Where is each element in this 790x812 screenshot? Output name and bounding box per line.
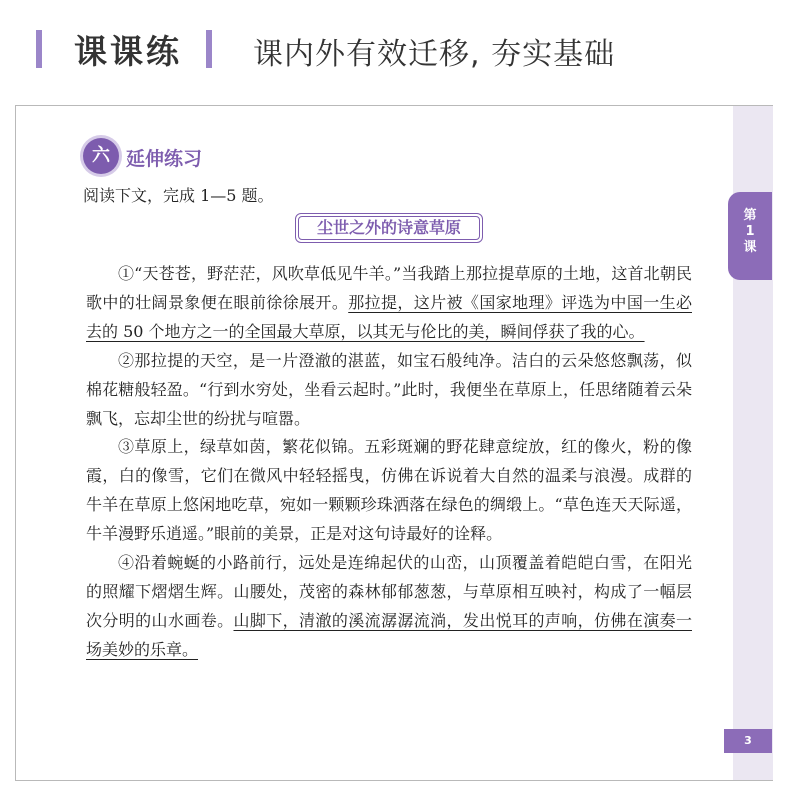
passage-title: 尘世之外的诗意草原 (298, 216, 480, 240)
page-header (0, 0, 790, 96)
paragraph-4 (86, 549, 692, 665)
lesson-tab-line3: 课 (743, 240, 757, 255)
paragraph-3: ③草原上，绿草如茵，繁花似锦。五彩斑斓的野花肆意绽放，红的像火，粉的像霞，白的像雪，它们在微风中轻轻摇曳，仿佛在诉说着大自然的温柔与浪漫。成群的牛羊在草原上悠闲地吃草，宛如一颗颗珍珠洒落在绿色的绸缎上。“草色连天天际遥，牛羊漫野乐逍遥。”眼前的美景，正是对这句诗最好的诠释。 (86, 437, 692, 544)
header-accent-bar-left (36, 30, 42, 68)
paragraph-1-underlined: 那拉提，这片被《国家地理》评选为中国一生必去的 50 个地方之一的全国最大草原，以其无与伦比的美，瞬间俘获了我的心。 (86, 292, 692, 341)
paragraph-2: ②那拉提的天空，是一片澄澈的湛蓝，如宝石般纯净。洁白的云朵悠悠飘荡，似棉花糖般轻盈。“行到水穷处，坐看云起时。”此时，我便坐在草原上，任思绪随着云朵飘飞，忘却尘世的纷扰与喧嚣。 (86, 350, 692, 428)
lesson-tab-line1: 第 (743, 208, 757, 223)
worksheet-page (15, 105, 773, 781)
passage-body (86, 260, 692, 665)
header-accent-bar-right (206, 30, 212, 68)
paragraph-1 (86, 260, 692, 347)
header-title: 课课练 (74, 32, 182, 71)
header-subtitle: 课内外有效迁移, 夯实基础 (253, 37, 616, 72)
section-number-icon: 六 (83, 138, 119, 174)
passage-title-box (295, 213, 483, 243)
section-label: 延伸练习 (126, 148, 203, 170)
paragraph-4-text: ④沿着蜿蜒的小路前行，远处是连绵起伏的山峦，山顶覆盖着皑皑白雪，在阳光的照耀下熠熠生辉。山腰处，茂密的森林郁郁葱葱，与草原相互映衬，构成了一幅层次分明的山水画卷。 (86, 553, 692, 630)
paragraph-1-text: ①“天苍苍，野茫茫，风吹草低见牛羊。”当我踏上那拉提草原的土地，这首北朝民歌中的壮阔景象便在眼前徐徐展开。 (86, 264, 692, 312)
paragraph-4-underlined: 山脚下，清澈的溪流潺潺流淌，发出悦耳的声响，仿佛在演奏一场美妙的乐章。 (86, 610, 692, 659)
lesson-tab-line2: 1 (745, 224, 755, 239)
lesson-tab[interactable] (728, 192, 772, 280)
instruction-text: 阅读下文，完成 1—5 题。 (83, 186, 274, 205)
page-number: 3 (724, 729, 772, 753)
